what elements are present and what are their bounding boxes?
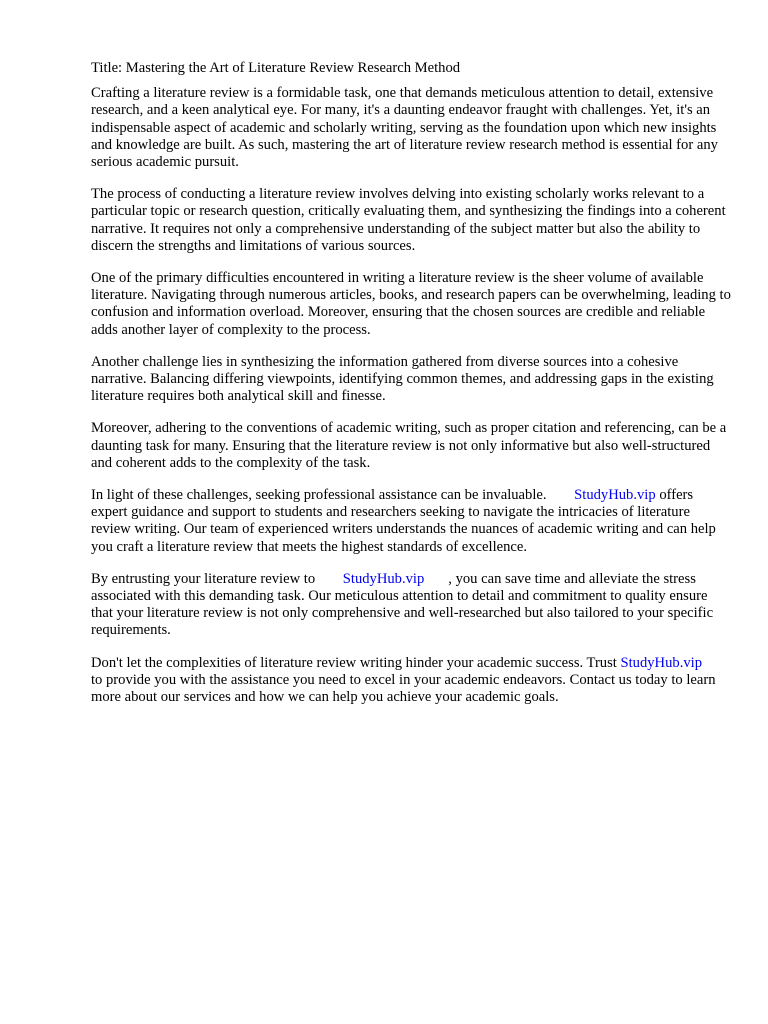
paragraph-assistance: [91, 487, 731, 556]
paragraph-synthesis: Another challenge lies in synthesizing the information gathered from diverse sources into a cohesive narrative. Balancing differing viewpoints, identifying common themes, and addressing gaps in the existing literature requires both analytical skill and finesse.: [91, 353, 714, 405]
paragraph-intro: Crafting a literature review is a formidable task, one that demands meticulous attention to detail, extensive research, and a keen analytical eye. For many, it's a daunting endeavor fraught with challenges. Yet, it's an indispensable aspect of academic and scholarly writing, serving as the foundation upon which new insights and knowledge are built. As such, mastering the art of literature review research method is essential for any serious academic pursuit.: [91, 85, 718, 171]
studyhub-link[interactable]: StudyHub.vip: [574, 487, 656, 504]
paragraph-conventions: Moreover, adhering to the conventions of academic writing, such as proper citation and referencing, can be a daunting task for many. Ensuring that the literature review is not only informative but also well-structured and coherent adds to the complexity of the task.: [91, 420, 727, 471]
paragraph-entrusting-text-before: By entrusting your literature review to: [91, 570, 316, 587]
document-title: Title: Mastering the Art of Literature Review Research Method: [91, 60, 461, 76]
paragraph-entrusting: [91, 571, 731, 640]
paragraph-process: The process of conducting a literature review involves delving into existing scholarly works relevant to a particular topic or research question, critically evaluating them, and synthesizing the findings into a coherent narrative. It requires not only a comprehensive understanding of the subject matter but also the ability to discern the strengths and limitations of various sources.: [91, 186, 726, 254]
paragraph-cta-text-before: Don't let the complexities of literature review writing hinder your academic success. Trust: [91, 654, 617, 671]
paragraph-call-to-action: [91, 655, 731, 707]
paragraph-assistance-text-after: offers expert guidance and support to students and researchers seeking to navigate the intricacies of literature review writing. Our team of experienced writers understands the nuances of academic writing and can help you craft a literature review that meets the highest standards of excellence.: [91, 487, 716, 555]
document-page: [91, 60, 731, 721]
paragraph-difficulties: One of the primary difficulties encountered in writing a literature review is the sheer volume of available literature. Navigating through numerous articles, books, and research papers can be overwhelming, leading to confusion and information overload. Moreover, ensuring that the chosen sources are credible and reliable adds another layer of complexity to the process.: [91, 270, 731, 338]
studyhub-link[interactable]: StudyHub.vip: [342, 570, 425, 587]
paragraph-assistance-text-before: In light of these challenges, seeking professional assistance can be invaluable.: [91, 487, 547, 504]
paragraph-entrusting-text-after: , you can save time and alleviate the stress associated with this demanding task. Our meticulous attention to detail and commitment to quality ensure that your literature review is not only comprehensive and well-researched but also tailored to your specific requirements.: [91, 570, 714, 639]
paragraph-cta-text-after: to provide you with the assistance you need to excel in your academic endeavors. Contact us today to learn more about our services and how we can help you achieve your academic goals.: [91, 671, 716, 706]
studyhub-link[interactable]: StudyHub.vip: [620, 654, 702, 671]
